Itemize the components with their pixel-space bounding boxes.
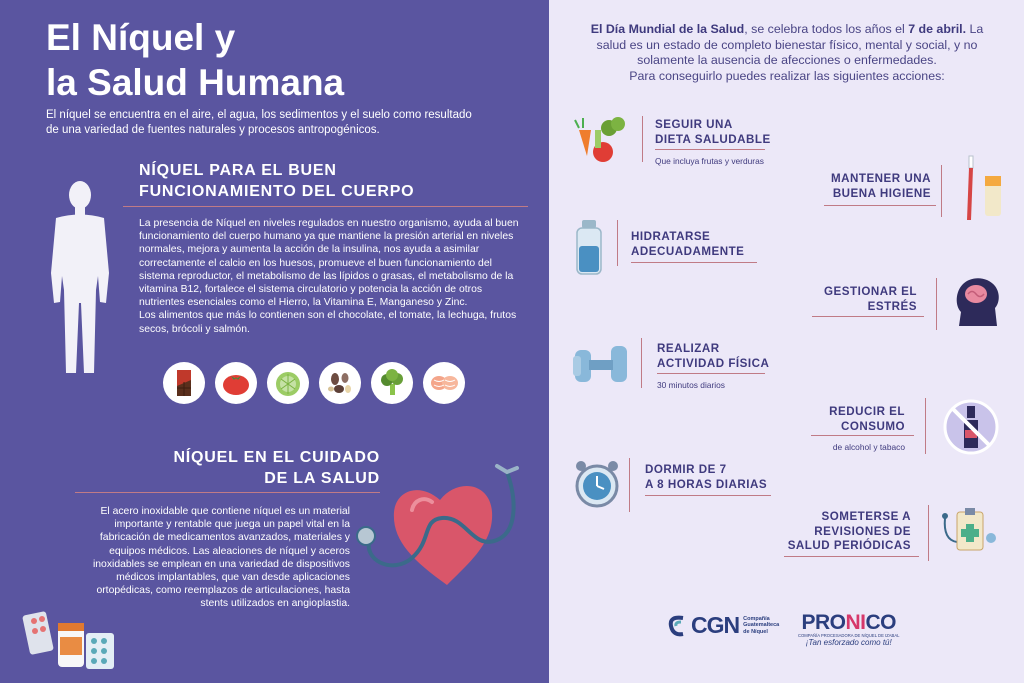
action-stress [811,285,917,314]
section2-heading-line-2: DE LA SALUD [264,470,380,487]
action-reduce [781,405,905,434]
section1-body-paragraph-1: La presencia de Níquel en niveles regulados en nuestro organismo, ayuda al buen funcionamiento del cuerpo humano ya que mantiene la presión arterial en niveles normales, mejora y aumenta la acción de la insulina, nos ayuda a asimilar correctamente el calcio en los huesos, promueve el buen funcionamiento del sistema reproductor, el metabolismo de las lípidos o grasas, el metabolismo de la vitamina B12, fortalece el sistema circulatorio y potencia la acción de otros nutrientes esenciales como el Hierro, la Vitamina E, Manganeso y Zinc. [139,218,519,309]
health-day-text-1: , se celebra todos los años el [744,22,909,36]
human-body-icon [42,178,118,378]
checkup-clipboard-icon [939,506,1001,558]
action-diet-line-1: SEGUIR UNA [655,118,733,131]
action-exercise-line-2: ACTIVIDAD FÍSICA [657,356,770,370]
cgn-subtitle-line-2: Guatemalteca [743,622,780,629]
action-hygiene [811,172,931,201]
action-stress-line-2: ESTRÉS [867,299,917,313]
broccoli-icon [371,362,413,404]
alarm-clock-icon [571,456,623,512]
action-hydration-line-1: HIDRATARSE [631,230,711,243]
pronico-logo-text-ni: NI [845,611,866,634]
action-hygiene-line-1: MANTENER UNA [830,172,931,185]
medicine-icon [22,607,122,677]
lettuce-icon [267,362,309,404]
divider-v [925,398,926,454]
action-hygiene-line-2: BUENA HIGIENE [832,186,931,200]
world-health-day-text [577,22,997,84]
water-bottle-icon [571,218,607,278]
action-diet-sub: Que incluya frutas y verduras [655,156,764,166]
divider-h [811,435,914,436]
divider-h [824,205,936,206]
section1-heading [139,160,414,202]
toothbrush-icon [959,154,1007,222]
title-line-2: la Salud Humana [46,62,345,103]
divider-v [642,116,643,162]
cgn-logo-subtitle [743,616,779,636]
section1-body-paragraph-2: Los alimentos que más lo contienen son el chocolate, el tomate, la lechuga, frutos secos, brócoli y salmón. [139,310,517,335]
pronico-tagline: COMPAÑÍA PROCESADORA DE NÍQUEL DE IZABAL [798,633,900,638]
divider-h [812,316,924,317]
tomato-icon [215,362,257,404]
action-sleep-line-2: A 8 HORAS DIARIAS [645,477,768,491]
section1-body [139,217,521,336]
cgn-logo [667,612,779,639]
no-alcohol-icon [942,398,1000,456]
divider-v [617,220,618,266]
divider-h [784,556,919,557]
action-diet-line-2: DIETA SALUDABLE [655,132,771,146]
action-checkup-line-1: SOMETERSE A [821,510,911,523]
cgn-subtitle-line-1: Compañía [743,615,770,622]
intro-text: El níquel se encuentra en el aire, el agua, los sedimentos y el suelo como resultado de una variedad de fuentes naturales y procesos antropogénicos. [46,109,472,136]
divider-h [645,495,771,496]
divider-h [657,373,765,374]
action-stress-line-1: GESTIONAR EL [824,285,917,298]
heart-stethoscope-icon [352,460,527,590]
health-day-name: El Día Mundial de la Salud [590,22,745,36]
divider-v [936,278,937,330]
divider-v [629,458,630,512]
pronico-slogan: ¡Tan esforzado como tú! [805,638,892,647]
pronico-logo [798,612,899,647]
section2-divider [75,492,380,493]
nuts-icon [319,362,361,404]
dumbbell-icon [571,338,631,392]
section1-heading-line-2: FUNCIONAMIENTO DEL CUERPO [139,183,415,200]
vegetables-icon [573,112,631,168]
action-sleep [645,463,771,496]
cgn-mark-icon [667,614,687,638]
action-reduce-sub: de alcohol y tabaco [832,442,905,452]
section2-body: El acero inoxidable que contiene níquel es un material importante y rentable que juega un papel vital en la fabricación de medicamentos avanzados, materiales y equipos médicos. Las aleaciones de níquel y aceros inoxidables se emplean en una variedad de dispositivos médicos implantables, que van desde aplicaciones ortopédicas, como reemplazos de articulaciones, hasta stents utilizados en angioplastia. [92,506,350,610]
pronico-logo-text-co: CO [865,611,896,634]
action-reduce-line-2: CONSUMO [840,419,905,433]
title-line-1: El Níquel y [46,17,236,58]
salmon-icon [423,362,465,404]
health-day-date: 7 de abril. [908,22,967,36]
chocolate-icon [163,362,205,404]
action-checkup-line-3: SALUD PERIÓDICAS [787,539,911,552]
action-hydration [631,230,757,263]
right-panel [549,0,1024,683]
action-diet [655,118,771,166]
health-day-definition: La salud es un estado de completo bienestar físico, mental y social, y no solamente la ausencia de afecciones o enfermedades. [596,22,984,67]
brain-head-icon [951,272,1003,328]
section2-heading-line-1: NÍQUEL EN EL CUIDADO [173,449,380,466]
divider-v [928,505,929,561]
action-reduce-line-1: REDUCIR EL [829,405,905,418]
page-title [46,15,344,105]
action-reduce-sub-wrap [781,442,905,452]
pronico-logo-text [798,612,899,633]
cgn-subtitle-line-3: de Níquel [743,628,768,635]
action-checkup [781,510,911,554]
divider-v [641,338,642,388]
section2-heading [164,447,380,489]
action-exercise-line-1: REALIZAR [657,342,720,355]
actions-lead-in: Para conseguirlo puedes realizar las siguientes acciones: [629,68,945,83]
action-hydration-line-2: ADECUADAMENTE [631,244,745,258]
divider-h [631,262,757,263]
section1-divider [123,206,528,207]
nickel-foods-row [163,362,465,404]
action-checkup-line-2: REVISIONES DE [814,524,911,538]
cgn-logo-text: CGN [691,612,740,638]
divider-h [655,149,765,150]
action-exercise [657,342,769,390]
pronico-logo-text-pro: PRO [801,611,846,634]
divider-v [941,165,942,217]
action-exercise-sub: 30 minutos diarios [657,380,725,390]
section1-heading-line-1: NÍQUEL PARA EL BUEN [139,162,337,179]
action-sleep-line-1: DORMIR DE 7 [645,463,727,476]
